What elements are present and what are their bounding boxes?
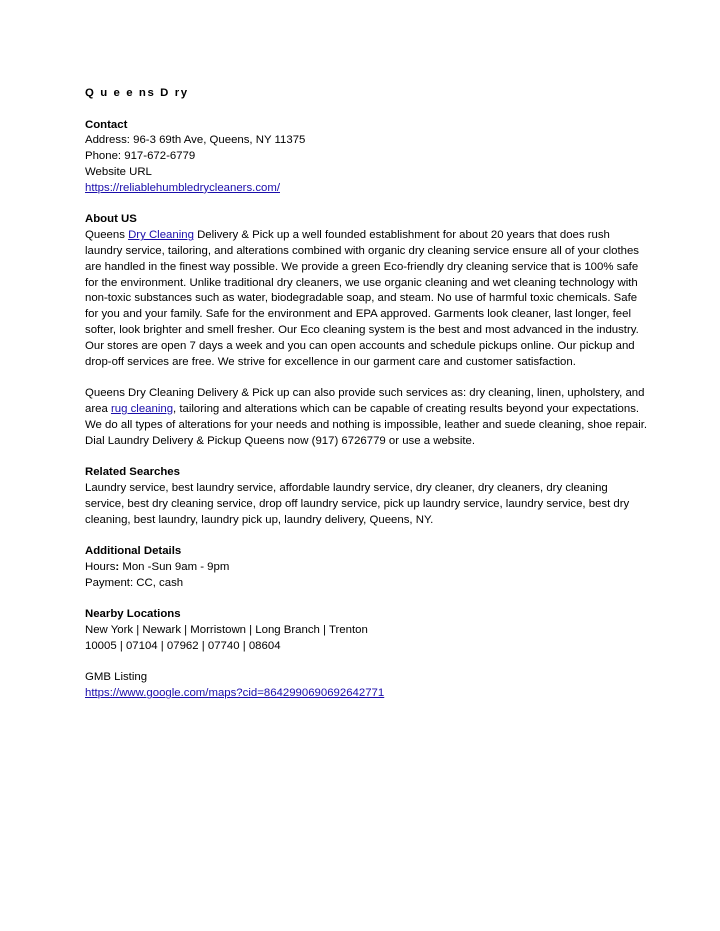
nearby-cities: New York | Newark | Morristown | Long Branch | Trenton [85, 624, 368, 637]
details-heading: Additional Details [85, 545, 182, 558]
payment-line: Payment: CC, cash [85, 576, 184, 589]
contact-address: Address: 96-3 69th Ave, Queens, NY 11375 [85, 134, 306, 147]
about-p2-rest: , tailoring and alterations which can be capable of creating results beyond your expectations. We do all types of alterations for your needs and nothing is impossible, leather and suede cleaning, shoe repair. Dial Laundry Delivery & Pickup Queens now (917) 6726779 or use a website. [85, 402, 648, 447]
about-heading: About US [85, 213, 137, 226]
about-p2-prefix: Queens Dry Cleaning Delivery & Pick up can also provide such services as: dry cleaning, linen, upholstery, and area [85, 387, 645, 415]
hours-line [85, 560, 650, 576]
related-text: Laundry service, best laundry service, affordable laundry service, dry cleaner, dry cleaners, dry cleaning service, best dry cleaning service, drop off laundry service, pick up laundry service, laundry service, best dry cleaning, best laundry, laundry pick up, laundry delivery, Queens, NY. [85, 481, 630, 526]
nearby-heading: Nearby Locations [85, 608, 181, 621]
hours-label: Hours [85, 560, 116, 573]
about-p1-prefix: Queens [85, 229, 129, 242]
gmb-label: GMB Listing [85, 671, 148, 684]
about-paragraph-1 [85, 228, 650, 370]
contact-heading: Contact [85, 118, 128, 131]
about-paragraph-2 [85, 386, 650, 449]
hours-colon: : [115, 560, 120, 573]
dry-cleaning-link[interactable]: Dry Cleaning [128, 229, 194, 242]
related-heading: Related Searches [85, 466, 180, 479]
about-p1-rest: Delivery & Pick up a well founded establishment for about 20 years that does rush laundry service, tailoring, and alterations combined with organic dry cleaning service ensure all of your clothes are handled in the finest way possible. We provide a green Eco-friendly dry cleaning service that is 100% safe for the environment. Unlike traditional dry cleaners, we use organic cleaning and wet cleaning technology with non-toxic substances such as water, biodegradable soap, and steam. No use of harmful toxic chemicals. Safe for you and your family. Safe for the environment and EPA approved. Garments look cleaner, last longer, feel softer, look brighter and smell fresher. Our Eco cleaning system is the best and most advanced in the industry. Our stores are open 7 days a week and you can open accounts and schedule pickups online. Our pickup and drop-off services are free. We strive for excellence in our garment care and customer satisfaction. [85, 229, 639, 368]
page-title: Q u e e ns D ry [85, 87, 189, 99]
contact-phone: Phone: 917-672-6779 [85, 150, 196, 163]
hours-value: Mon -Sun 9am - 9pm [119, 560, 230, 573]
website-link[interactable]: https://reliablehumbledrycleaners.com/ [85, 181, 280, 194]
gmb-link[interactable]: https://www.google.com/maps?cid=8642990690692642771 [85, 687, 385, 700]
nearby-zips: 10005 | 07104 | 07962 | 07740 | 08604 [85, 639, 281, 652]
rug-cleaning-link[interactable]: rug cleaning [110, 402, 174, 415]
website-label: Website URL [85, 165, 152, 178]
